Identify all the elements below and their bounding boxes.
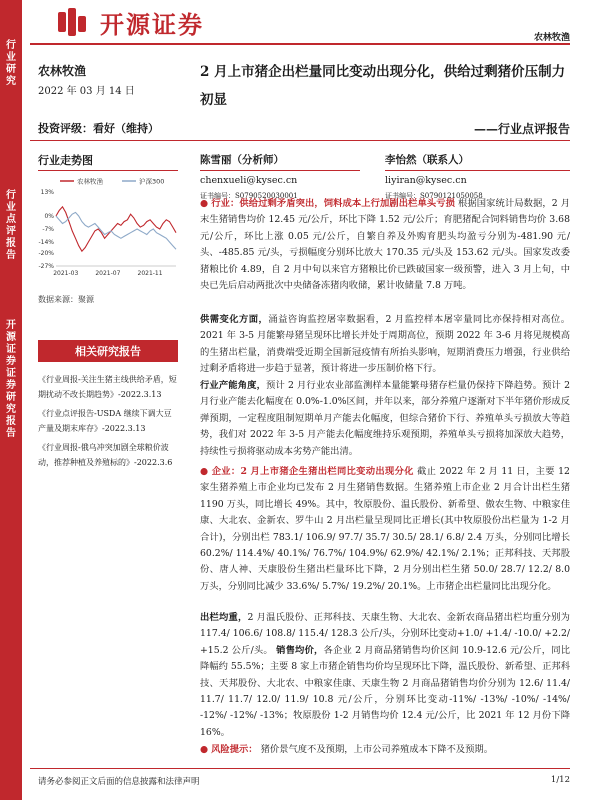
side-bar bbox=[0, 0, 22, 800]
logo-mark-icon bbox=[58, 8, 92, 36]
y-tick-label: -7% bbox=[42, 226, 54, 233]
y-tick-label: -20% bbox=[38, 250, 54, 258]
related-report-item[interactable] bbox=[38, 406, 178, 436]
side-label-top: 行业研究 bbox=[6, 40, 16, 87]
paragraph: 截止 2022 年 2 月 11 日，主要 12 家生猪养殖上市企业均已发布 2 月生猪销售数据。生猪养殖上市企业 2 月合计出栏生猪 1190 万头，同比增长 49%。其中，牧原股份、温氏股份、新希望、傲农生物、中粮家佳康、大北农、金新农、罗牛山 2 月出栏量呈现同比正增长(其中牧原股份出栏量为 1-2 月合计)，分别出栏 783.1/ 106.9/ 97.7/ 35.7/ 30.5/ 28.1/ 6.8/ 2.4 万头，分别同比增长 60.2%/ 114.4%/ 40.1%/ 76.7%/ 104.9%/ 62.9%/ 42.1%/ 2.1%；正邦科技、天邦股份、唐人神、天康股份生猪出栏量环比下降，2 月分别出栏生猪 50.0/ 28.7/ 12.2/ 8.0 万头，分别同比减少 33.6%/ 5.7%/ 19.2%/ 20.1%。上市猪企出栏量同比出现分化。 bbox=[200, 466, 570, 592]
section-lead: 行业：供给过剩矛盾突出，饲料成本上行加剧出栏单头亏损 bbox=[211, 198, 455, 209]
body-section-supply bbox=[200, 312, 570, 378]
paragraph: 涌益咨询监控屠宰数据看，2 月监控样本屠宰量同比亦保持相对高位。2021 年 3-5 月能繁母猪呈现环比增长并处于周期高位，预期 2022 年 3-6 月将见规模高的生猪出栏量，消费端受近期全国新冠疫情有所抬头影响，短期消费压力增强，行业供给过剩矛盾将进一步趋于显著，预计将进一步压制价格下行。 bbox=[200, 314, 570, 375]
body-section-risk bbox=[200, 742, 570, 758]
legend-label: 沪深300 bbox=[139, 177, 165, 186]
paragraph-lead: 供需变化方面， bbox=[200, 314, 269, 325]
body-section-weight-price bbox=[200, 610, 570, 741]
paragraph-lead: 行业产能角度， bbox=[200, 380, 267, 391]
header-sector-tag: 农林牧渔 bbox=[533, 33, 570, 43]
analyst-name: 李怡然（联系人） bbox=[385, 154, 469, 166]
analyst-cert: 证书编号：S0790520030001 bbox=[200, 192, 298, 200]
footer-divider bbox=[30, 768, 570, 769]
related-report-text: 《行业周报-关注生猪主线供给矛盾，短期扰动不改长期趋势》 bbox=[38, 375, 177, 399]
related-report-text: 《行业周报-俄乌冲突加剧全球粮价波动，推荐种植及养殖标的》 bbox=[38, 443, 169, 467]
x-tick-label: 2021-03 bbox=[53, 270, 79, 277]
body-section-enterprise bbox=[200, 464, 570, 595]
bullet-icon: ● bbox=[200, 466, 209, 477]
sector-name: 农林牧渔 bbox=[38, 64, 87, 78]
risk-text: 猪价景气度不及预期，上市公司养殖成本下降不及预期。 bbox=[260, 744, 493, 755]
report-title: 2 月上市猪企出栏量同比变动出现分化，供给过剩猪价压制力初显 bbox=[200, 64, 566, 108]
trend-divider bbox=[38, 170, 178, 171]
paragraph: 根据国家统计局数据，2 月末生猪销售均价 12.45 元/公斤，环比下降 1.52 元/公斤；育肥猪配合饲料销售均价 3.68 元/公斤，环比上涨 0.05 元/公斤，自繁自养及外购育肥头均盈亏分别为-481.90 元/头、-485.85 元/头，亏损幅度分别环比放大 170.35 元/头及 153.62 元/头。国家发改委猪粮比价 4.89，自 2 月中旬以来官方猪粮比价已跌破国家一级预警，进入 3 月上旬，中央已先后启动两批次中央储备冻猪肉收储，累计收储量 7.8 万吨。 bbox=[200, 198, 570, 292]
data-source: 数据来源：聚源 bbox=[38, 295, 94, 304]
related-report-item[interactable] bbox=[38, 372, 178, 402]
side-label-middle: 行业点评报告 bbox=[6, 190, 16, 261]
legend-label: 农林牧渔 bbox=[77, 177, 103, 186]
paragraph: 2 月温氏股份、正邦科技、天康生物、大北农、金新农商品猪出栏均重分别为 117.4/ 106.6/ 108.8/ 115.4/ 128.3 公斤/头，分别环比变动+1.0/ +1.4/ -10.0/ +2.2/ +15.2 公斤/头。 bbox=[200, 612, 570, 656]
y-tick-label: 13% bbox=[40, 189, 54, 196]
report-subtitle: ——行业点评报告 bbox=[473, 122, 570, 136]
paragraph: 各企业 2 月商品猪销售均价区间 10.9-12.6 元/公斤，同比降幅约 55.5%；主要 8 家上市猪企销售均价均呈现环比下降，温氏股份、新希望、正邦科技、天邦股份、大北农、中粮家佳康、天康生物 2 月商品猪销售均价分别为 12.6/ 11.4/ 11.7/ 11.7/ 12.0/ 11.9/ 10.8 元/公斤，分别环比变动-11%/ -13%/ -10%/ -14%/ -12%/ -12%/ -13%；牧原股份 1-2 月销售均价 12.4 元/公斤，比 2021 年 12 月份下降 16%。 bbox=[200, 644, 570, 738]
series-line bbox=[56, 212, 176, 249]
side-label-bottom: 开源证券证券研究报告 bbox=[6, 320, 16, 439]
related-report-date: -2022.3.6 bbox=[134, 458, 173, 467]
y-tick-label: -27% bbox=[38, 263, 54, 270]
related-report-date: -2022.3.13 bbox=[118, 390, 162, 399]
y-tick-label: -14% bbox=[38, 238, 54, 246]
body-section-industry bbox=[200, 196, 570, 294]
related-reports-title: 相关研究报告 bbox=[38, 340, 178, 362]
analyst-2 bbox=[385, 152, 570, 200]
section-lead: 企业：2 月上市猪企生猪出栏同比变动出现分化 bbox=[211, 466, 414, 477]
analyst-name: 陈雪丽（分析师） bbox=[200, 154, 284, 166]
logo-text: 开源证券 bbox=[100, 10, 204, 39]
investment-rating: 投资评级：看好（维持） bbox=[38, 122, 159, 135]
footer-disclaimer[interactable]: 请务必参阅正文后面的信息披露和法律声明 bbox=[38, 777, 200, 787]
report-date: 2022 年 03 月 14 日 bbox=[38, 86, 135, 97]
body-section-capacity bbox=[200, 378, 570, 460]
related-report-text: 《行业点评报告-USDA 继续下调大豆产量及期末库存》 bbox=[38, 409, 172, 433]
risk-lead: 风险提示： bbox=[211, 744, 258, 755]
paragraph-lead: 销售均价， bbox=[276, 644, 324, 656]
trend-title: 行业走势图 bbox=[38, 154, 93, 167]
paragraph-lead: 出栏均重， bbox=[200, 612, 248, 623]
related-report-item[interactable] bbox=[38, 440, 178, 470]
title-divider bbox=[30, 140, 570, 141]
analyst-email[interactable]: chenxueli@kysec.cn bbox=[200, 175, 298, 186]
company-logo bbox=[58, 6, 204, 38]
analyst-cert: 证书编号：S0790121050058 bbox=[385, 192, 483, 200]
bullet-icon: ● bbox=[200, 198, 209, 209]
analyst-1 bbox=[200, 152, 360, 200]
trend-chart bbox=[32, 174, 180, 286]
header-divider bbox=[30, 43, 570, 45]
y-tick-label: 0% bbox=[44, 213, 54, 221]
x-tick-label: 2021-07 bbox=[95, 270, 121, 277]
paragraph: 预计 2 月行业农业部监测样本量能繁母猪存栏量仍保持下降趋势。预计 2 月行业产能去化幅度在 0.0%-1.0%区间，并年以来，部分养殖户逐渐对下半年猪价形成反弹预期，一定程度阻制短期单月产能去化幅度，但综合猪价下行、养殖单头亏损放大等趋势，我们对 2022 年 3-5 月产能去化幅度维持乐观预期，养殖单头亏损将加深放大趋势，持续性亏损将驱动成本劣势产能出清。 bbox=[200, 380, 570, 457]
bullet-icon: ● bbox=[200, 744, 209, 755]
analyst-email[interactable]: liyiran@kysec.cn bbox=[385, 175, 467, 186]
x-tick-label: 2021-11 bbox=[137, 270, 163, 277]
page-number: 1/12 bbox=[550, 775, 570, 785]
related-report-date: -2022.3.13 bbox=[102, 424, 146, 433]
